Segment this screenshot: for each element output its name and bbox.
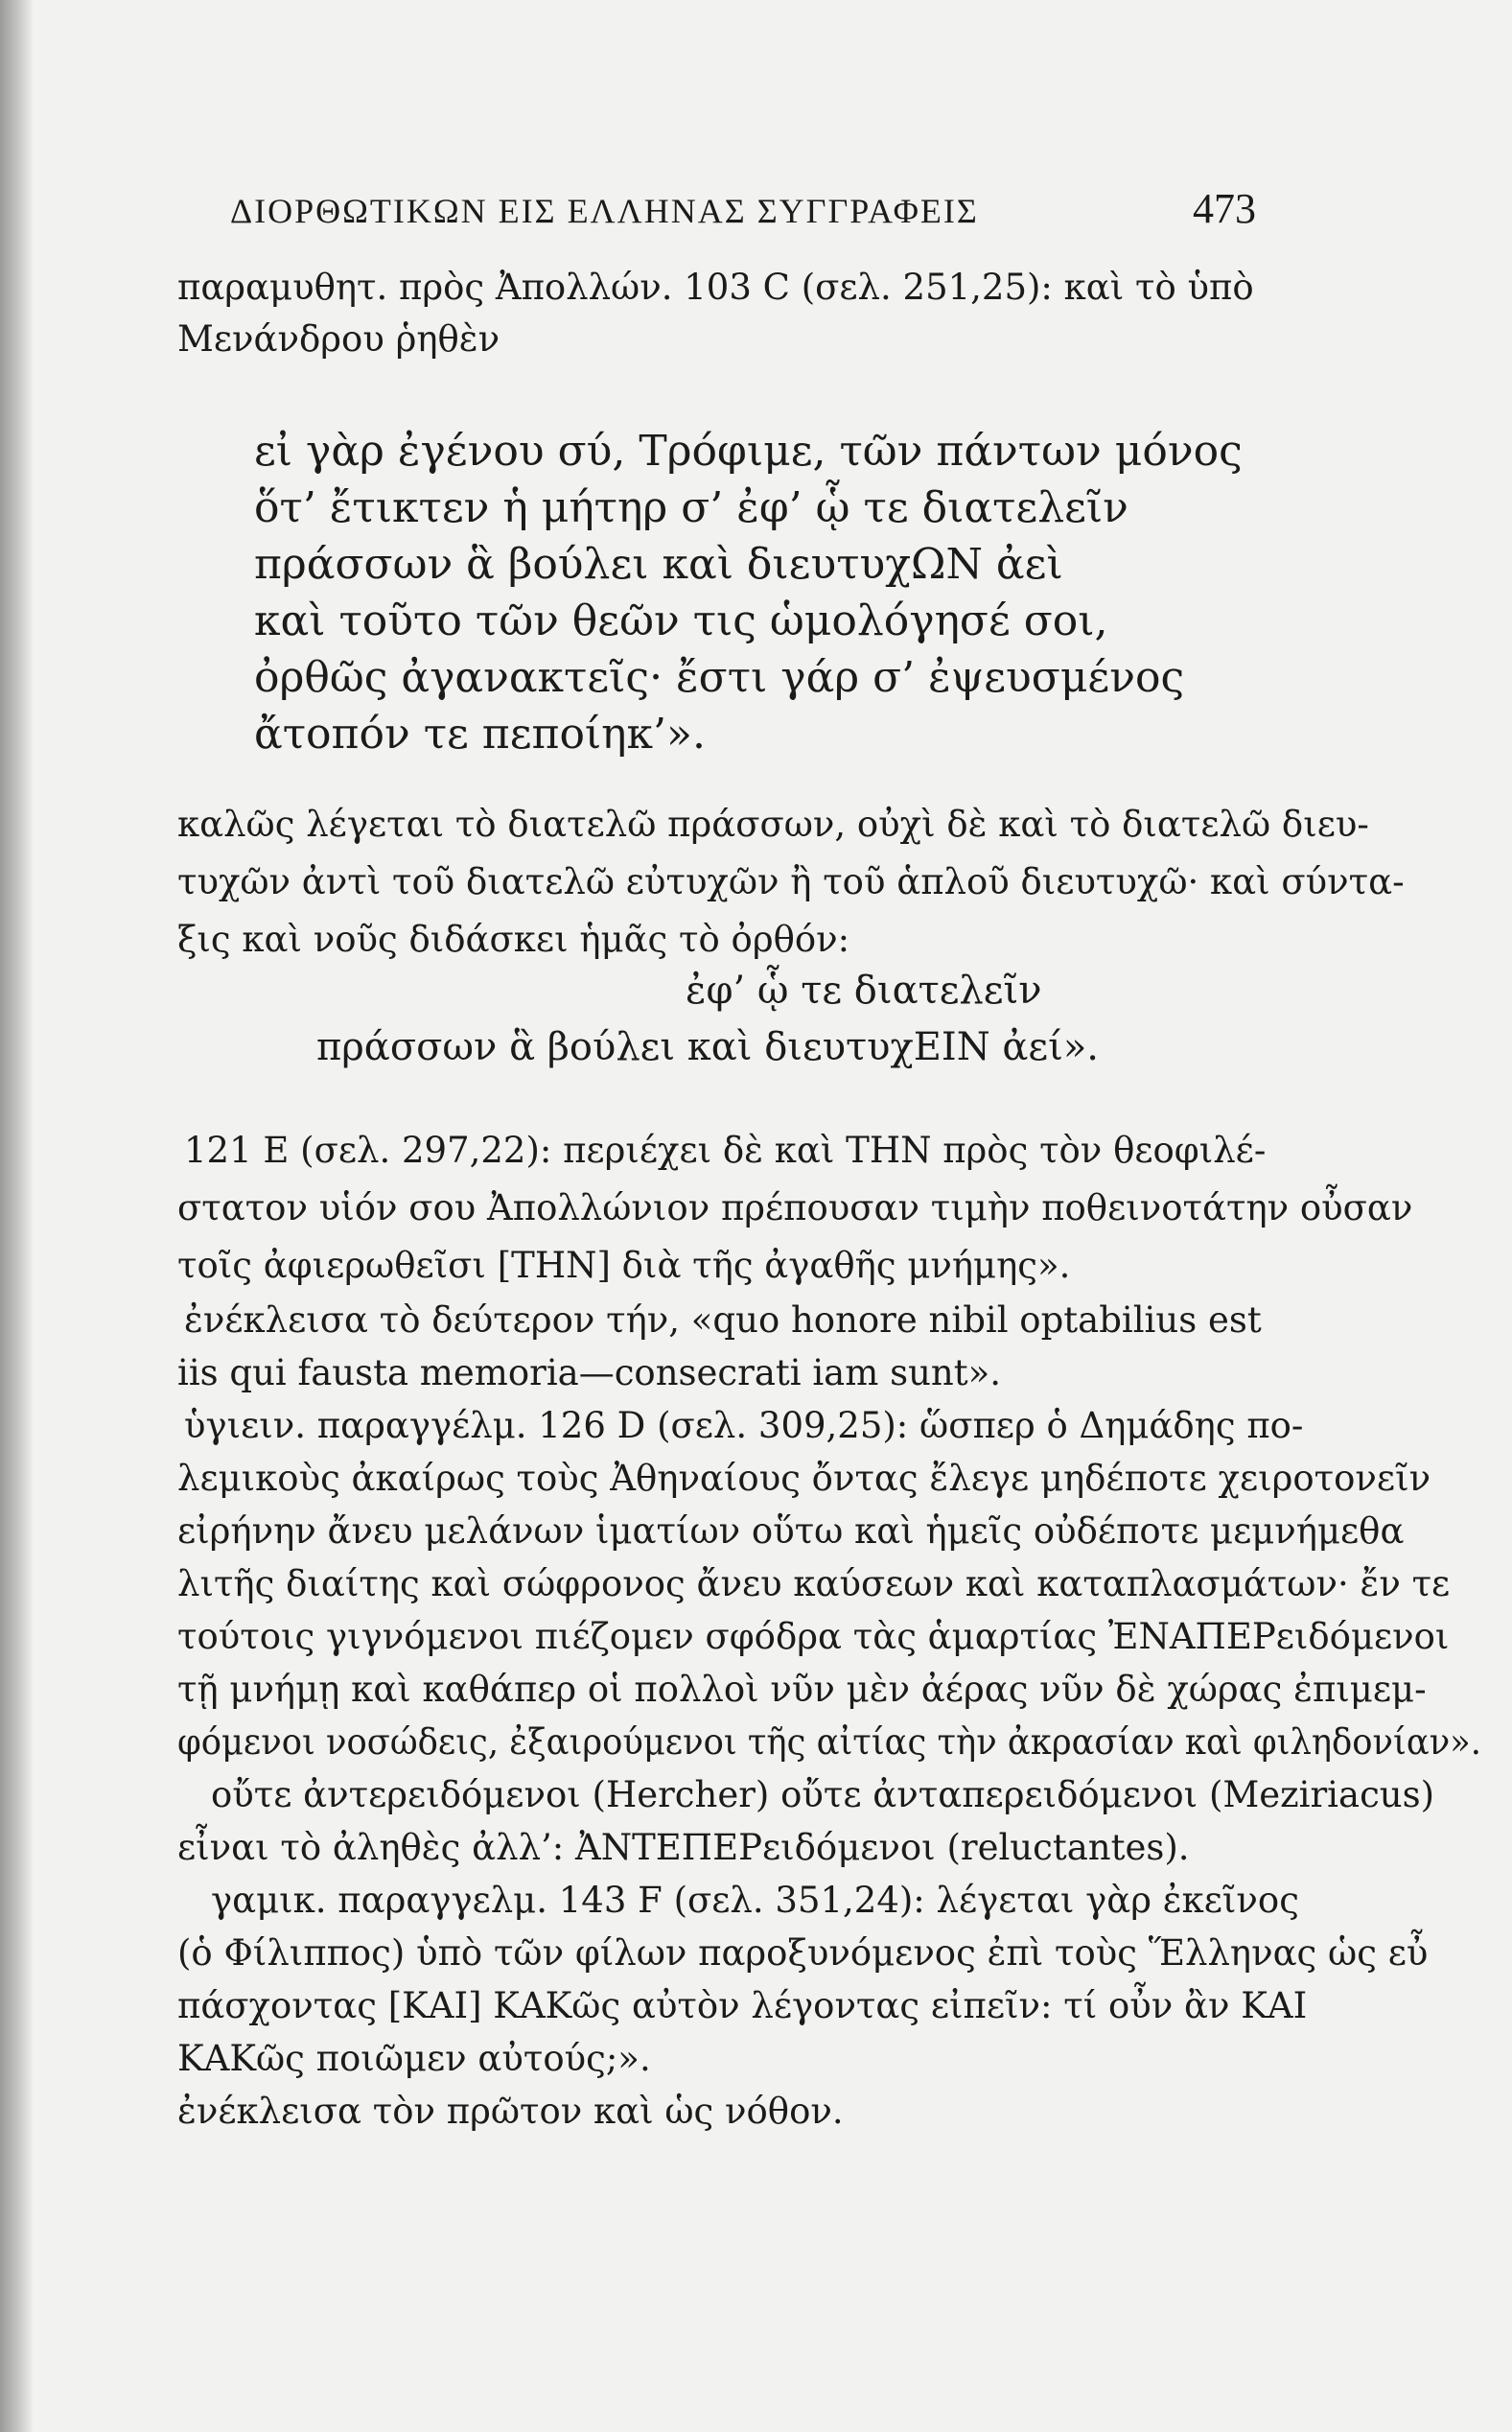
- text-line: Μενάνδρου ῥηθὲν: [177, 318, 500, 360]
- text-line: στατον υἱόν σου Ἀπολλώνιον πρέπουσαν τιμὴν ποθεινοτάτην οὖσαν: [177, 1187, 1413, 1228]
- verse-line: καὶ τοῦτο τῶν θεῶν τις ὡμολόγησέ σοι,: [254, 596, 1108, 645]
- text-line: τυχῶν ἀντὶ τοῦ διατελῶ εὐτυχῶν ἢ τοῦ ἁπλοῦ διευτυχῶ· καὶ σύντα-: [177, 861, 1405, 902]
- verse-line: ὅτ’ ἔτικτεν ἡ μήτηρ σ’ ἐφ’ ᾧ τε διατελεῖν: [254, 483, 1128, 532]
- text-line: 121 E (σελ. 297,22): περιέχει δὲ καὶ ΤΗΝ πρὸς τὸν θεοφιλέ-: [184, 1130, 1267, 1171]
- page-number: 473: [1193, 185, 1256, 232]
- text-line: γαμικ. παραγγελμ. 143 F (σελ. 351,24): λέγεται γὰρ ἐκεῖνος: [211, 1880, 1299, 1921]
- text-line: τῇ μνήμῃ καὶ καθάπερ οἱ πολλοὶ νῦν μὲν ἀέρας νῦν δὲ χώρας ἐπιμεμ-: [177, 1669, 1427, 1710]
- text-line: ἐνέκλεισα τὸν πρῶτον καὶ ὡς νόθον.: [177, 2091, 844, 2132]
- page-header: [230, 184, 1256, 233]
- text-line: ἐνέκλεισα τὸ δεύτερον τήν, «quo honore nibil optabilius est: [184, 1299, 1262, 1341]
- text-line: πάσχοντας [ΚΑΙ] ΚΑΚῶς αὐτὸν λέγοντας εἰπεῖν: τί οὖν ἂν ΚΑΙ: [177, 1985, 1308, 2026]
- text-line: εἰρήνην ἄνευ μελάνων ἱματίων οὕτω καὶ ἡμεῖς οὐδέποτε μεμνήμεθα: [177, 1510, 1405, 1552]
- text-line: παραμυθητ. πρὸς Ἀπολλών. 103 C (σελ. 251,25): καὶ τὸ ὑπὸ: [177, 267, 1254, 308]
- verse-line: πράσσων ἃ βούλει καὶ διευτυχΩΝ ἀεὶ: [254, 540, 1063, 589]
- quote-line: πράσσων ἃ βούλει καὶ διευτυχΕΙΝ ἀεί».: [316, 1025, 1100, 1069]
- text-line: ὑγιειν. παραγγέλμ. 126 D (σελ. 309,25): ὥσπερ ὁ Δημάδης πο-: [184, 1405, 1304, 1446]
- text-line: (ὁ Φίλιππος) ὑπὸ τῶν φίλων παροξυνόμενος ἐπὶ τοὺς Ἕλληνας ὡς εὖ: [177, 1932, 1429, 1974]
- text-line: ΚΑΚῶς ποιῶμεν αὐτούς;».: [177, 2038, 651, 2079]
- text-line: εἶναι τὸ ἀληθὲς ἀλλ’: ἈΝΤΕΠΕΡειδόμενοι (reluctantes).: [177, 1827, 1190, 1868]
- verse-line: ἄτοπόν τε πεποίηκ’».: [254, 710, 706, 759]
- text-line: καλῶς λέγεται τὸ διατελῶ πράσσων, οὐχὶ δὲ καὶ τὸ διατελῶ διευ-: [177, 804, 1369, 845]
- verse-line: ὀρθῶς ἀγανακτεῖς· ἔστι γάρ σ’ ἐψευσμένος: [254, 653, 1185, 702]
- text-line: τούτοις γιγνόμενοι πιέζομεν σφόδρα τὰς ἁμαρτίας ἘΝΑΠΕΡειδόμενοι: [177, 1616, 1450, 1657]
- text-line: ξις καὶ νοῦς διδάσκει ἡμᾶς τὸ ὀρθόν:: [177, 919, 850, 960]
- text-line: φόμενοι νοσώδεις, ἐξαιρούμενοι τῆς αἰτίας τὴν ἀκρασίαν καὶ φιληδονίαν».: [177, 1721, 1481, 1763]
- text-line: λεμικοὺς ἀκαίρως τοὺς Ἀθηναίους ὄντας ἔλεγε μηδέποτε χειροτονεῖν: [177, 1458, 1431, 1499]
- text-line: iis qui fausta memoria—consecrati iam sunt».: [177, 1352, 1002, 1393]
- running-head: ΔΙΟΡΘΩΤΙΚΩΝ ΕΙΣ ΕΛΛΗΝΑΣ ΣΥΓΓΡΑΦΕΙΣ: [230, 192, 979, 230]
- text-line: λιτῆς διαίτης καὶ σώφρονος ἄνευ καύσεων καὶ καταπλασμάτων· ἔν τε: [177, 1563, 1451, 1604]
- verse-line: εἰ γὰρ ἐγένου σύ, Τρόφιμε, τῶν πάντων μόνος: [254, 427, 1243, 476]
- text-line: οὔτε ἀντερειδόμενοι (Hercher) οὔτε ἀνταπερειδόμενοι (Meziriacus): [211, 1774, 1435, 1815]
- quote-line: ἐφ’ ᾧ τε διατελεῖν: [686, 969, 1042, 1013]
- text-line: τοῖς ἀφιερωθεῖσι [ΤΗΝ] διὰ τῆς ἀγαθῆς μνήμης».: [177, 1245, 1071, 1286]
